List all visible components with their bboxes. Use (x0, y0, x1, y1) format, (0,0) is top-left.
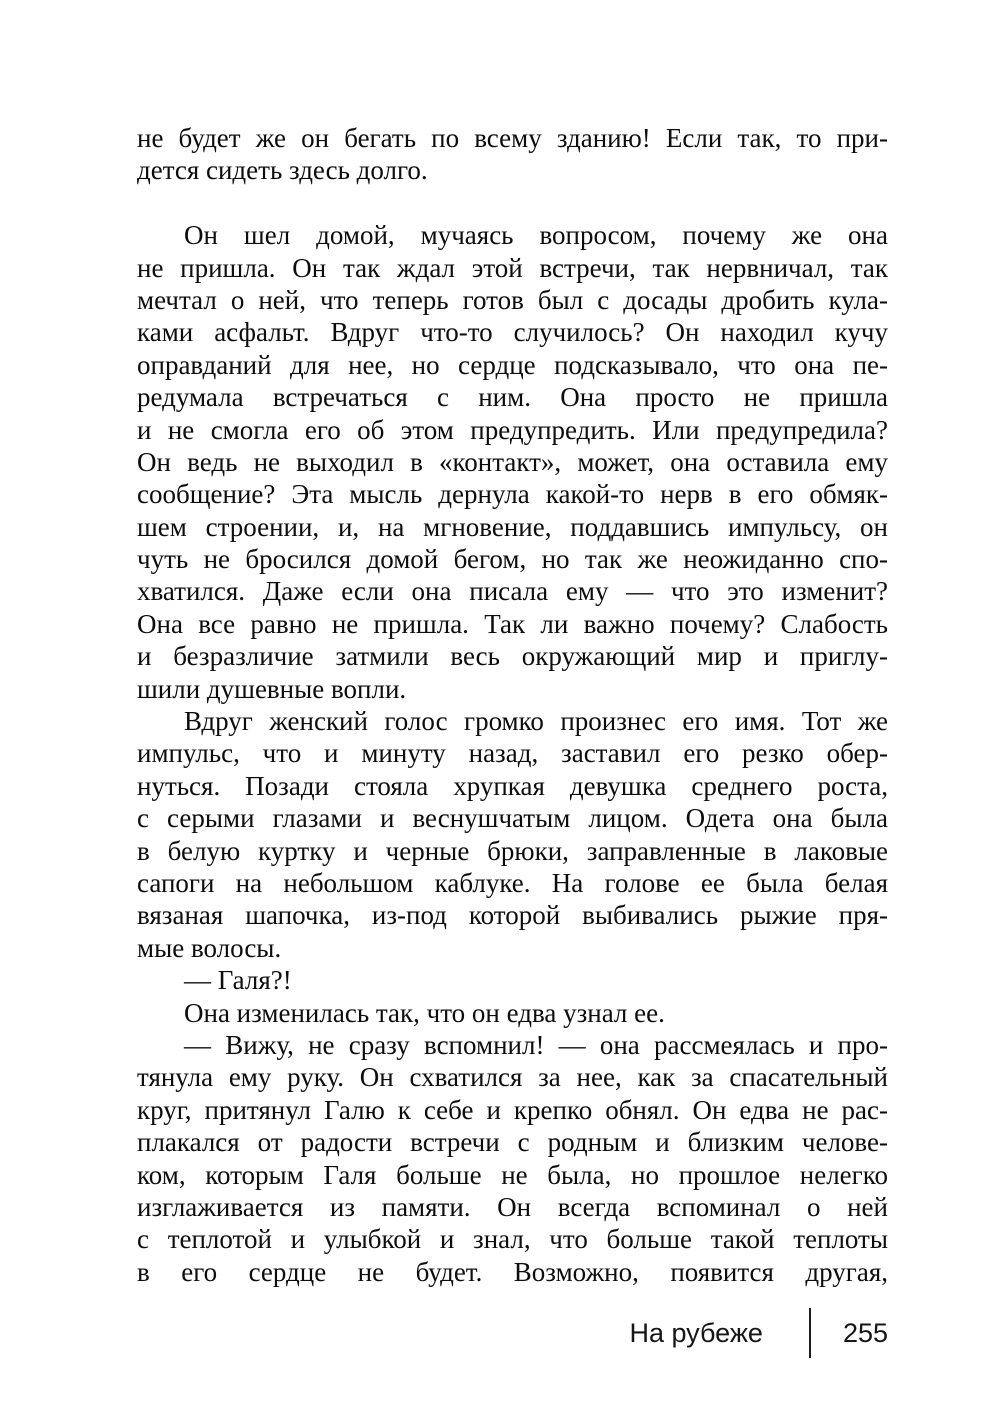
footer-divider (809, 1308, 811, 1358)
paragraph (137, 122, 888, 187)
paragraph (137, 219, 888, 705)
text-line: и не смогла его об этом предупредить. Или предупредила? (137, 414, 888, 445)
text-line: мые волосы. (137, 932, 282, 963)
page-number: 255 (842, 1317, 888, 1348)
text-line: импульс, что и минуту назад, заставил его резко обер- (137, 738, 888, 769)
paragraph (137, 964, 888, 996)
text-line: с серыми глазами и веснушчатым лицом. Одета она была (137, 803, 888, 834)
text-line: в белую куртку и черные брюки, заправленные в лаковые (137, 835, 888, 866)
text-line: Он ведь не выходил в «контакт», может, она оставила ему (137, 446, 888, 477)
text-line: мечтал о ней, что теперь готов был с досады дробить кула- (137, 284, 888, 315)
paragraph (137, 1029, 888, 1288)
text-line: в его сердце не будет. Возможно, появится другая, (137, 1256, 888, 1287)
page-text-block (137, 122, 888, 1288)
text-line: дется сидеть здесь долго. (137, 155, 428, 186)
text-line: редумала встречаться с ним. Она просто не пришла (137, 382, 888, 413)
text-line: — Галя?! (184, 965, 292, 996)
text-line: ками асфальт. Вдруг что-то случилось? Он находил кучу (137, 317, 888, 348)
text-line: Она изменилась так, что он едва узнал ее. (184, 997, 665, 1028)
text-line: нуться. Позади стояла хрупкая девушка среднего роста, (137, 770, 888, 801)
text-line: Она все равно не пришла. Так ли важно почему? Слабость (137, 608, 888, 639)
text-line: сапоги на небольшом каблуке. На голове ее была белая (137, 867, 888, 898)
text-line: ком, которым Галя больше не была, но прошлое нелегко (137, 1159, 888, 1190)
text-line: Вдруг женский голос громко произнес его имя. Тот же (184, 706, 888, 737)
text-line: хватился. Даже если она писала ему — что это изменит? (137, 576, 888, 607)
text-line: шили душевные вопли. (137, 673, 407, 704)
text-line: и безразличие затмили весь окружающий мир и приглу- (137, 641, 888, 672)
text-line: оправданий для нее, но сердце подсказывало, что она пе- (137, 349, 888, 380)
text-line: круг, притянул Галю к себе и крепко обнял. Он едва не рас- (137, 1094, 888, 1125)
text-line: шем строении, и, на мгновение, поддавшись импульсу, он (137, 511, 888, 542)
page-footer (629, 1308, 888, 1358)
text-line: чуть не бросился домой бегом, но так же неожиданно спо- (137, 544, 888, 575)
text-line: плакался от радости встречи с родным и близким челове- (137, 1127, 888, 1158)
text-line: Он шел домой, мучаясь вопросом, почему же она (184, 220, 888, 251)
paragraph (137, 705, 888, 964)
text-line: — Вижу, не сразу вспомнил! — она рассмеялась и про- (184, 1029, 888, 1060)
text-line: изглаживается из памяти. Он всегда вспоминал о ней (137, 1191, 888, 1222)
text-line: не будет же он бегать по всему зданию! Если так, то при- (137, 123, 888, 153)
text-line: сообщение? Эта мысль дернула какой-то нерв в его обмяк- (137, 479, 888, 510)
text-line: тянула ему руку. Он схватился за нее, как за спасательный (137, 1062, 888, 1093)
text-line: с теплотой и улыбкой и знал, что больше такой теплоты (137, 1224, 888, 1255)
text-line: вязаная шапочка, из-под которой выбивались рыжие пря- (137, 900, 888, 931)
running-title: На рубеже (629, 1317, 763, 1348)
text-line: не пришла. Он так ждал этой встречи, так нервничал, так (137, 252, 888, 283)
paragraph (137, 997, 888, 1029)
